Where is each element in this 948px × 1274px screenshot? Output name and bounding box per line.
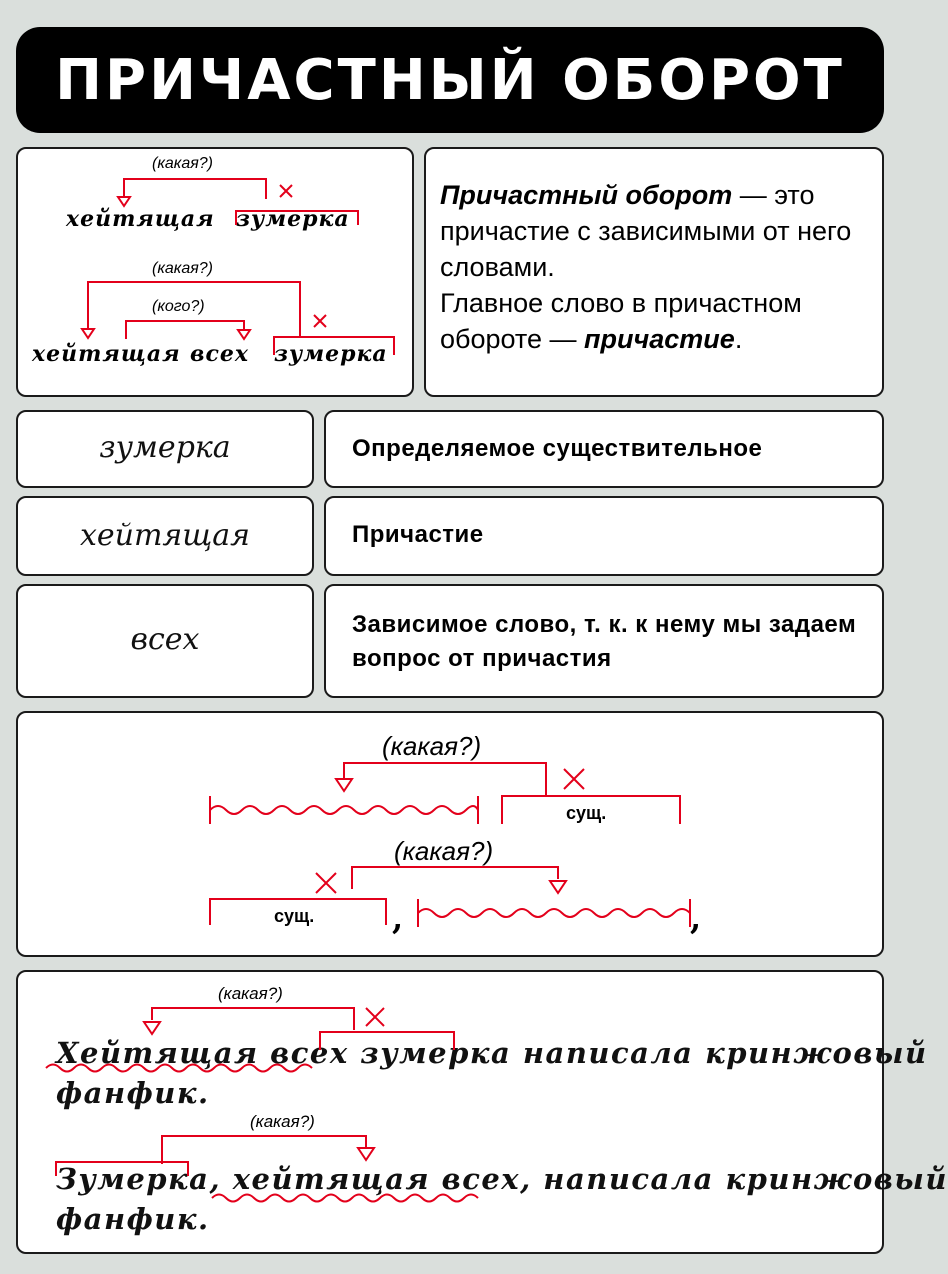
description-card: [324, 584, 884, 698]
noun-bracket: [210, 899, 386, 925]
example-arrows-diagram: [18, 149, 416, 399]
noun-word: зумерка: [360, 1036, 512, 1070]
question-label: (какая?): [250, 1112, 315, 1131]
arrow-head-icon: [358, 1148, 374, 1160]
sentences-card: [16, 970, 948, 1254]
participial-phrase: Хейтящая всех: [56, 1036, 349, 1070]
question-label: (какая?): [218, 984, 283, 1003]
definition-end: .: [734, 324, 743, 354]
arrow-head-icon: [144, 1022, 160, 1034]
definition-term: Причастный оборот: [440, 180, 733, 210]
participial-phrase: хейтящая всех: [232, 1162, 521, 1196]
participle-bracket: [210, 796, 478, 824]
noun-word: зумерка: [236, 206, 350, 232]
definition-main-word-text: Главное слово в причастном обороте —: [440, 288, 802, 354]
sentence-marks: [18, 972, 886, 1256]
participle-word: хейтящая: [66, 206, 215, 232]
question-arrow: [126, 321, 244, 339]
term-noun: зумерка: [99, 430, 231, 465]
term-card: [16, 496, 314, 576]
cross-icon: [280, 185, 292, 197]
example-card: [16, 147, 414, 397]
participle-word: хейтящая: [32, 341, 181, 367]
question-label: (какая?): [394, 836, 494, 866]
question-arrow: [352, 867, 558, 889]
noun-word: Зумерка: [56, 1162, 210, 1196]
definition-body: — это причастие с зависимыми от него словами.: [440, 180, 852, 282]
description-text: Определяемое существительное: [352, 435, 763, 462]
arrow-head-icon: [336, 779, 352, 791]
term-card: [16, 410, 314, 488]
cross-icon: [366, 1008, 384, 1026]
definition-main-word: причастие: [584, 324, 735, 354]
noun-bracket: [274, 337, 394, 355]
schemes-card: [16, 711, 884, 957]
sentence-2-line-2: фанфик.: [56, 1202, 210, 1236]
definition-text: [440, 177, 880, 357]
description-text: Зависимое слово, т. к. к нему мы задаем вопрос от причастия: [352, 611, 857, 672]
sentence-rest: написала кринжовый: [522, 1036, 928, 1070]
question-label: (какая?): [152, 155, 214, 172]
dependent-word: всех: [190, 341, 249, 367]
arrow-head-icon: [118, 197, 130, 206]
cross-icon: [316, 873, 336, 893]
comma-mark: ,: [392, 899, 404, 937]
comma-mark: ,: [209, 1162, 222, 1196]
arrow-head-icon: [550, 881, 566, 893]
noun-bracket: [320, 1032, 454, 1050]
wavy-line: [46, 1065, 312, 1072]
page-title: ПРИЧАСТНЫЙ ОБОРОТ: [55, 47, 845, 113]
noun-bracket: [56, 1162, 188, 1176]
comma-mark: ,: [690, 899, 702, 937]
question-label: (какая?): [382, 731, 482, 761]
scheme-diagram: [18, 713, 886, 959]
sentence-rest: , написала кринжовый: [520, 1162, 948, 1196]
participle-bracket: [418, 899, 690, 927]
question-arrow: [124, 179, 266, 199]
noun-word: зумерка: [274, 341, 388, 367]
noun-bracket: [502, 796, 680, 824]
title-bar: [16, 27, 884, 133]
term-card: [16, 584, 314, 698]
description-card: [324, 410, 884, 488]
noun-abbreviation: сущ.: [274, 906, 315, 926]
arrow-head-icon: [82, 329, 94, 338]
question-arrow: [344, 763, 546, 797]
arrow-head-icon: [238, 330, 250, 339]
cross-icon: [564, 769, 584, 789]
wavy-line: [418, 909, 690, 917]
description-card: [324, 496, 884, 576]
term-participle: хейтящая: [79, 518, 251, 553]
term-dependent: всех: [130, 622, 200, 657]
description-text: Причастие: [352, 521, 484, 548]
question-label: (кого?): [152, 298, 205, 315]
question-arrow: [162, 1136, 366, 1164]
cross-icon: [314, 315, 326, 327]
question-arrow: [88, 282, 300, 337]
question-arrow: [152, 1008, 354, 1030]
question-label: (какая?): [152, 260, 214, 277]
wavy-line: [212, 1195, 478, 1202]
sentence-1-line-2: фанфик.: [56, 1076, 210, 1110]
noun-bracket: [236, 211, 358, 225]
definition-card: [424, 147, 884, 397]
noun-abbreviation: сущ.: [566, 803, 607, 823]
wavy-line: [210, 806, 478, 814]
